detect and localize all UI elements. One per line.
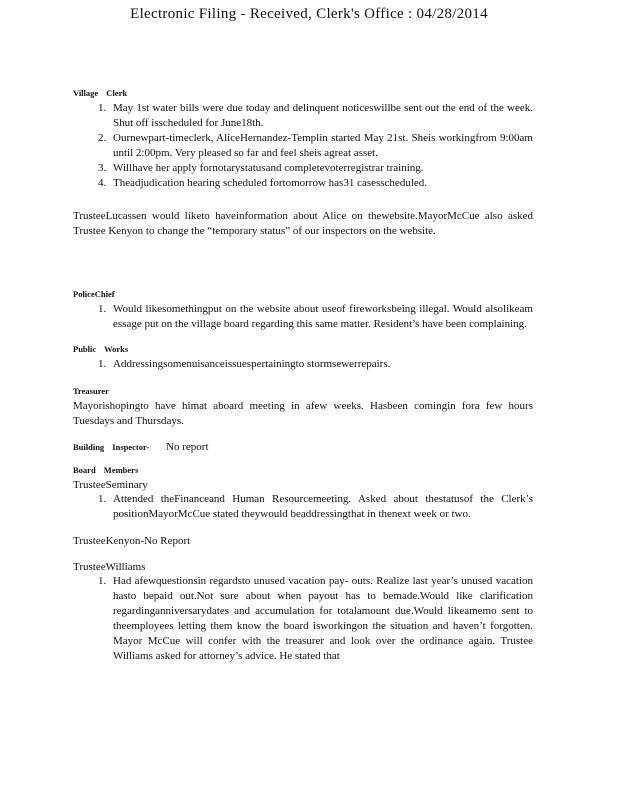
board-members-section [73,465,533,664]
building-inspector-row [73,441,533,453]
trustee-seminary-name: TrusteeSeminary [73,479,148,491]
trustee-lucassen-paragraph: TrusteeLucassen would liketo haveinformation about Alice on thewebsite.MayorMcCue also asked Trustee Kenyon to change the “temporary status” of our inspectors on the website. [73,210,533,237]
police-chief-section [73,289,533,332]
treasurer-section [73,386,533,429]
police-chief-list [73,302,533,332]
building-inspector-section [73,441,533,453]
public-works-list [73,357,533,372]
police-chief-heading: PoliceChief [73,289,115,299]
board-members-heading: Board Members [73,465,139,475]
public-works-heading: Public Works [73,344,129,354]
list-item: 3. Willhave her apply fornotarystatusand completevoterregistrar training. [109,161,533,176]
list-item: 1. Attended theFinanceand Human Resourcemeeting. Asked about thestatusof the Clerk’s positionMayorMcCue stated theywould beaddressingthat in thenext week or two. [109,492,533,522]
meeting-minutes [73,88,533,664]
village-clerk-list [73,101,533,191]
treasurer-paragraph: Mayorishopingto have himat aboard meeting in afew weeks. Hasbeen comingin fora few hours Tuesdays and Thursdays. [73,400,533,427]
village-clerk-heading: Village Clerk [73,88,128,98]
building-inspector-value: No report [166,441,209,453]
village-clerk-section [73,88,533,191]
list-item: 1. Had afewquestionsin regardsto unused vacation pay- outs. Realize last year’s unused vacation hasto bepaid out.Not sure about when payout has to bemade.Would like clarification regardinganniversarydates and accumulation for totalamount due.Would likeamemo sent to theemployees letting them know the board isworkingon the situation and haven’t forgotten. Mayor McCue will confer with the treasurer and look over the ordinance again. Trustee Williams asked for attorney’s advice. He stated that [109,574,533,664]
list-item: 1. Would likesomethingput on the website about useof fireworksbeing illegal. Would alsolikeam essage put on the village board regarding this same matter. Resident’s have been complaining. [109,302,533,332]
electronic-filing-stamp: Electronic Filing - Received, Clerk's Office : 04/28/2014 [130,6,488,22]
trustee-kenyon-block [73,534,533,548]
list-item: 2. Ournewpart-timeclerk, AliceHernandez-Templin started May 21st. Sheis workingfrom 9:00am until 2:00pm. Very pleased so far and feel sheis agreat asset. [109,131,533,161]
trustee-williams-name: TrusteeWilliams [73,561,146,573]
trustee-seminary-list [73,492,533,522]
list-item: 4. Theadjudication hearing scheduled fortomorrow has31 casesscheduled. [109,176,533,191]
trustee-williams-block [73,560,533,664]
list-item: 1. Addressingsomenuisanceissuespertainingto stormsewerrepairs. [109,357,533,372]
trustee-kenyon-report: TrusteeKenyon-No Report [73,535,191,547]
public-works-section [73,344,533,372]
building-inspector-heading: Building Inspector- [73,442,150,452]
trustee-williams-list [73,574,533,664]
list-item: 1. May 1st water bills were due today and delinquent noticeswillbe sent out the end of the week. Shut off isscheduled for June18th. [109,101,533,131]
treasurer-heading: Treasurer [73,386,109,396]
trustee-lucassen-section [73,209,533,239]
